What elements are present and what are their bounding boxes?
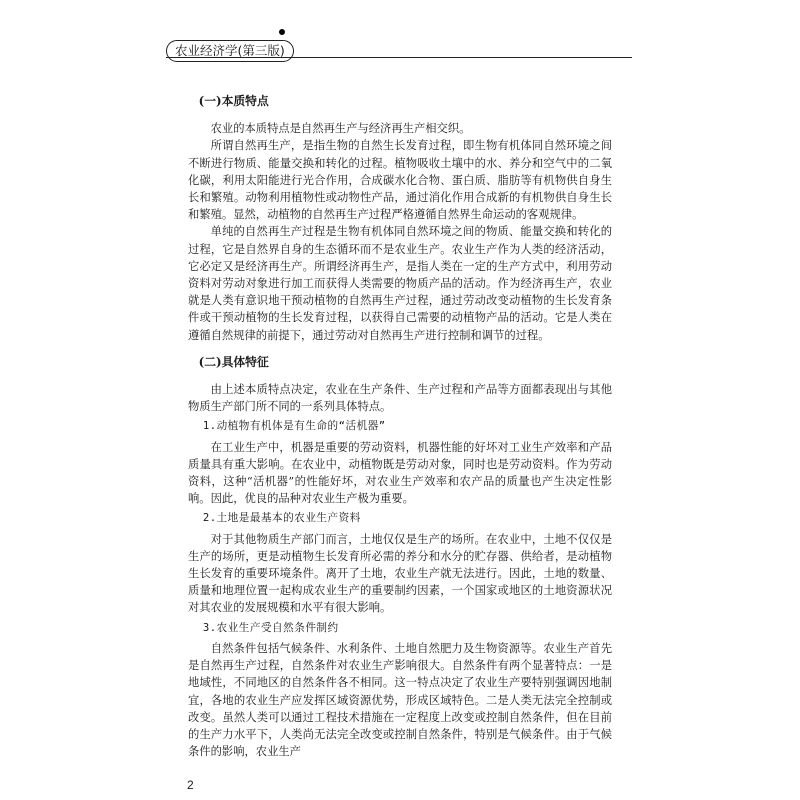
page-body (188, 93, 612, 760)
section1-paragraph: 所谓自然再生产，是指生物的自然生长发育过程，即生物有机体同自然环境之间不断进行物质、能量交换和转化的过程。植物吸收土壤中的水、养分和空气中的二氧化碳，利用太阳能进行光合作用，合成碳水化合物、蛋白质、脂肪等有机物供自身生长和繁殖。动物利用植物性或动物性产品，通过消化作用合成新的有机物供自身生长和繁殖。显然，动植物的自然再生产过程严格遵循自然界生命运动的客观规律。 (188, 139, 612, 222)
item3-title: 3.农业生产受自然条件制约 (202, 621, 339, 634)
section2-heading: (二)具体特征 (198, 354, 269, 369)
item1-body: 在工业生产中，机器是重要的劳动资料，机器性能的好坏对工业生产效率和产品质量具有重大影响。在农业中，动植物既是劳动对象，同时也是劳动资料。作为劳动资料，这种“活机器”的性能好坏，对农业生产效率和农产品的质量也产生决定性影响。因此，优良的品种对农业生产极为重要。 (188, 440, 612, 506)
item3-body: 自然条件包括气候条件、水利条件、土地自然肥力及生物资源等。农业生产首先是自然再生产过程，自然条件对农业生产影响很大。自然条件有两个显著特点：一是地域性，不同地区的自然条件各不相同。这一特点决定了农业生产要特别强调因地制宜，各地的农业生产应发挥区域资源优势，形成区域特色。二是人类无法完全控制或改变。虽然人类可以通过工程技术措施在一定程度上改变或控制自然条件，但在目前的生产力水平下，人类尚无法完全改变或控制自然条件，特别是气候条件。由于气候条件的影响，农业生产 (188, 641, 612, 759)
header-divider (166, 57, 632, 58)
item1-title: 1.动植物有机体是有生命的“活机器” (202, 420, 386, 433)
book-title-label: 农业经济学(第三版) (166, 40, 294, 62)
section1-heading: (一)本质特点 (198, 94, 269, 108)
header-dot-icon (279, 29, 285, 35)
item2-title: 2.土地是最基本的农业生产资料 (202, 512, 361, 525)
item2-body: 对于其他物质生产部门而言，土地仅仅是生产的场所。在农业中，土地不仅仅是生产的场所，更是动植物生长发育所必需的养分和水分的贮存器、供给者，是动植物生长发育的重要环境条件。离开了土地，农业生产就无法进行。因此，土地的数量、质量和地理位置一起构成农业生产的重要制约因素，一个国家或地区的土地资源状况对其农业的发展规模和水平有很大影响。 (188, 532, 612, 615)
section1-paragraph: 农业的本质特点是自然再生产与经济再生产相交织。 (210, 122, 471, 136)
section2-intro: 由上述本质特点决定，农业在生产条件、生产过程和产品等方面都表现出与其他物质生产部门所不同的一系列具体特点。 (188, 383, 612, 414)
page-number: 2 (187, 778, 194, 792)
section1-paragraph: 单纯的自然再生产过程是生物有机体同自然环境之间的物质、能量交换和转化的过程，它是自然界自身的生态循环而不是农业生产。农业生产作为人类的经济活动，它必定又是经济再生产。所谓经济再生产，是指人类在一定的生产方式中，利用劳动资料对劳动对象进行加工而获得人类需要的物质产品的活动。作为经济再生产，农业就是人类有意识地干预动植物的自然再生产过程，通过劳动改变动植物的生长发育条件或干预动植物的生长发育过程，以获得自己需要的动植物产品的活动。它是人类在遵循自然规律的前提下，通过劳动对自然再生产进行控制和调节的过程。 (188, 225, 612, 342)
